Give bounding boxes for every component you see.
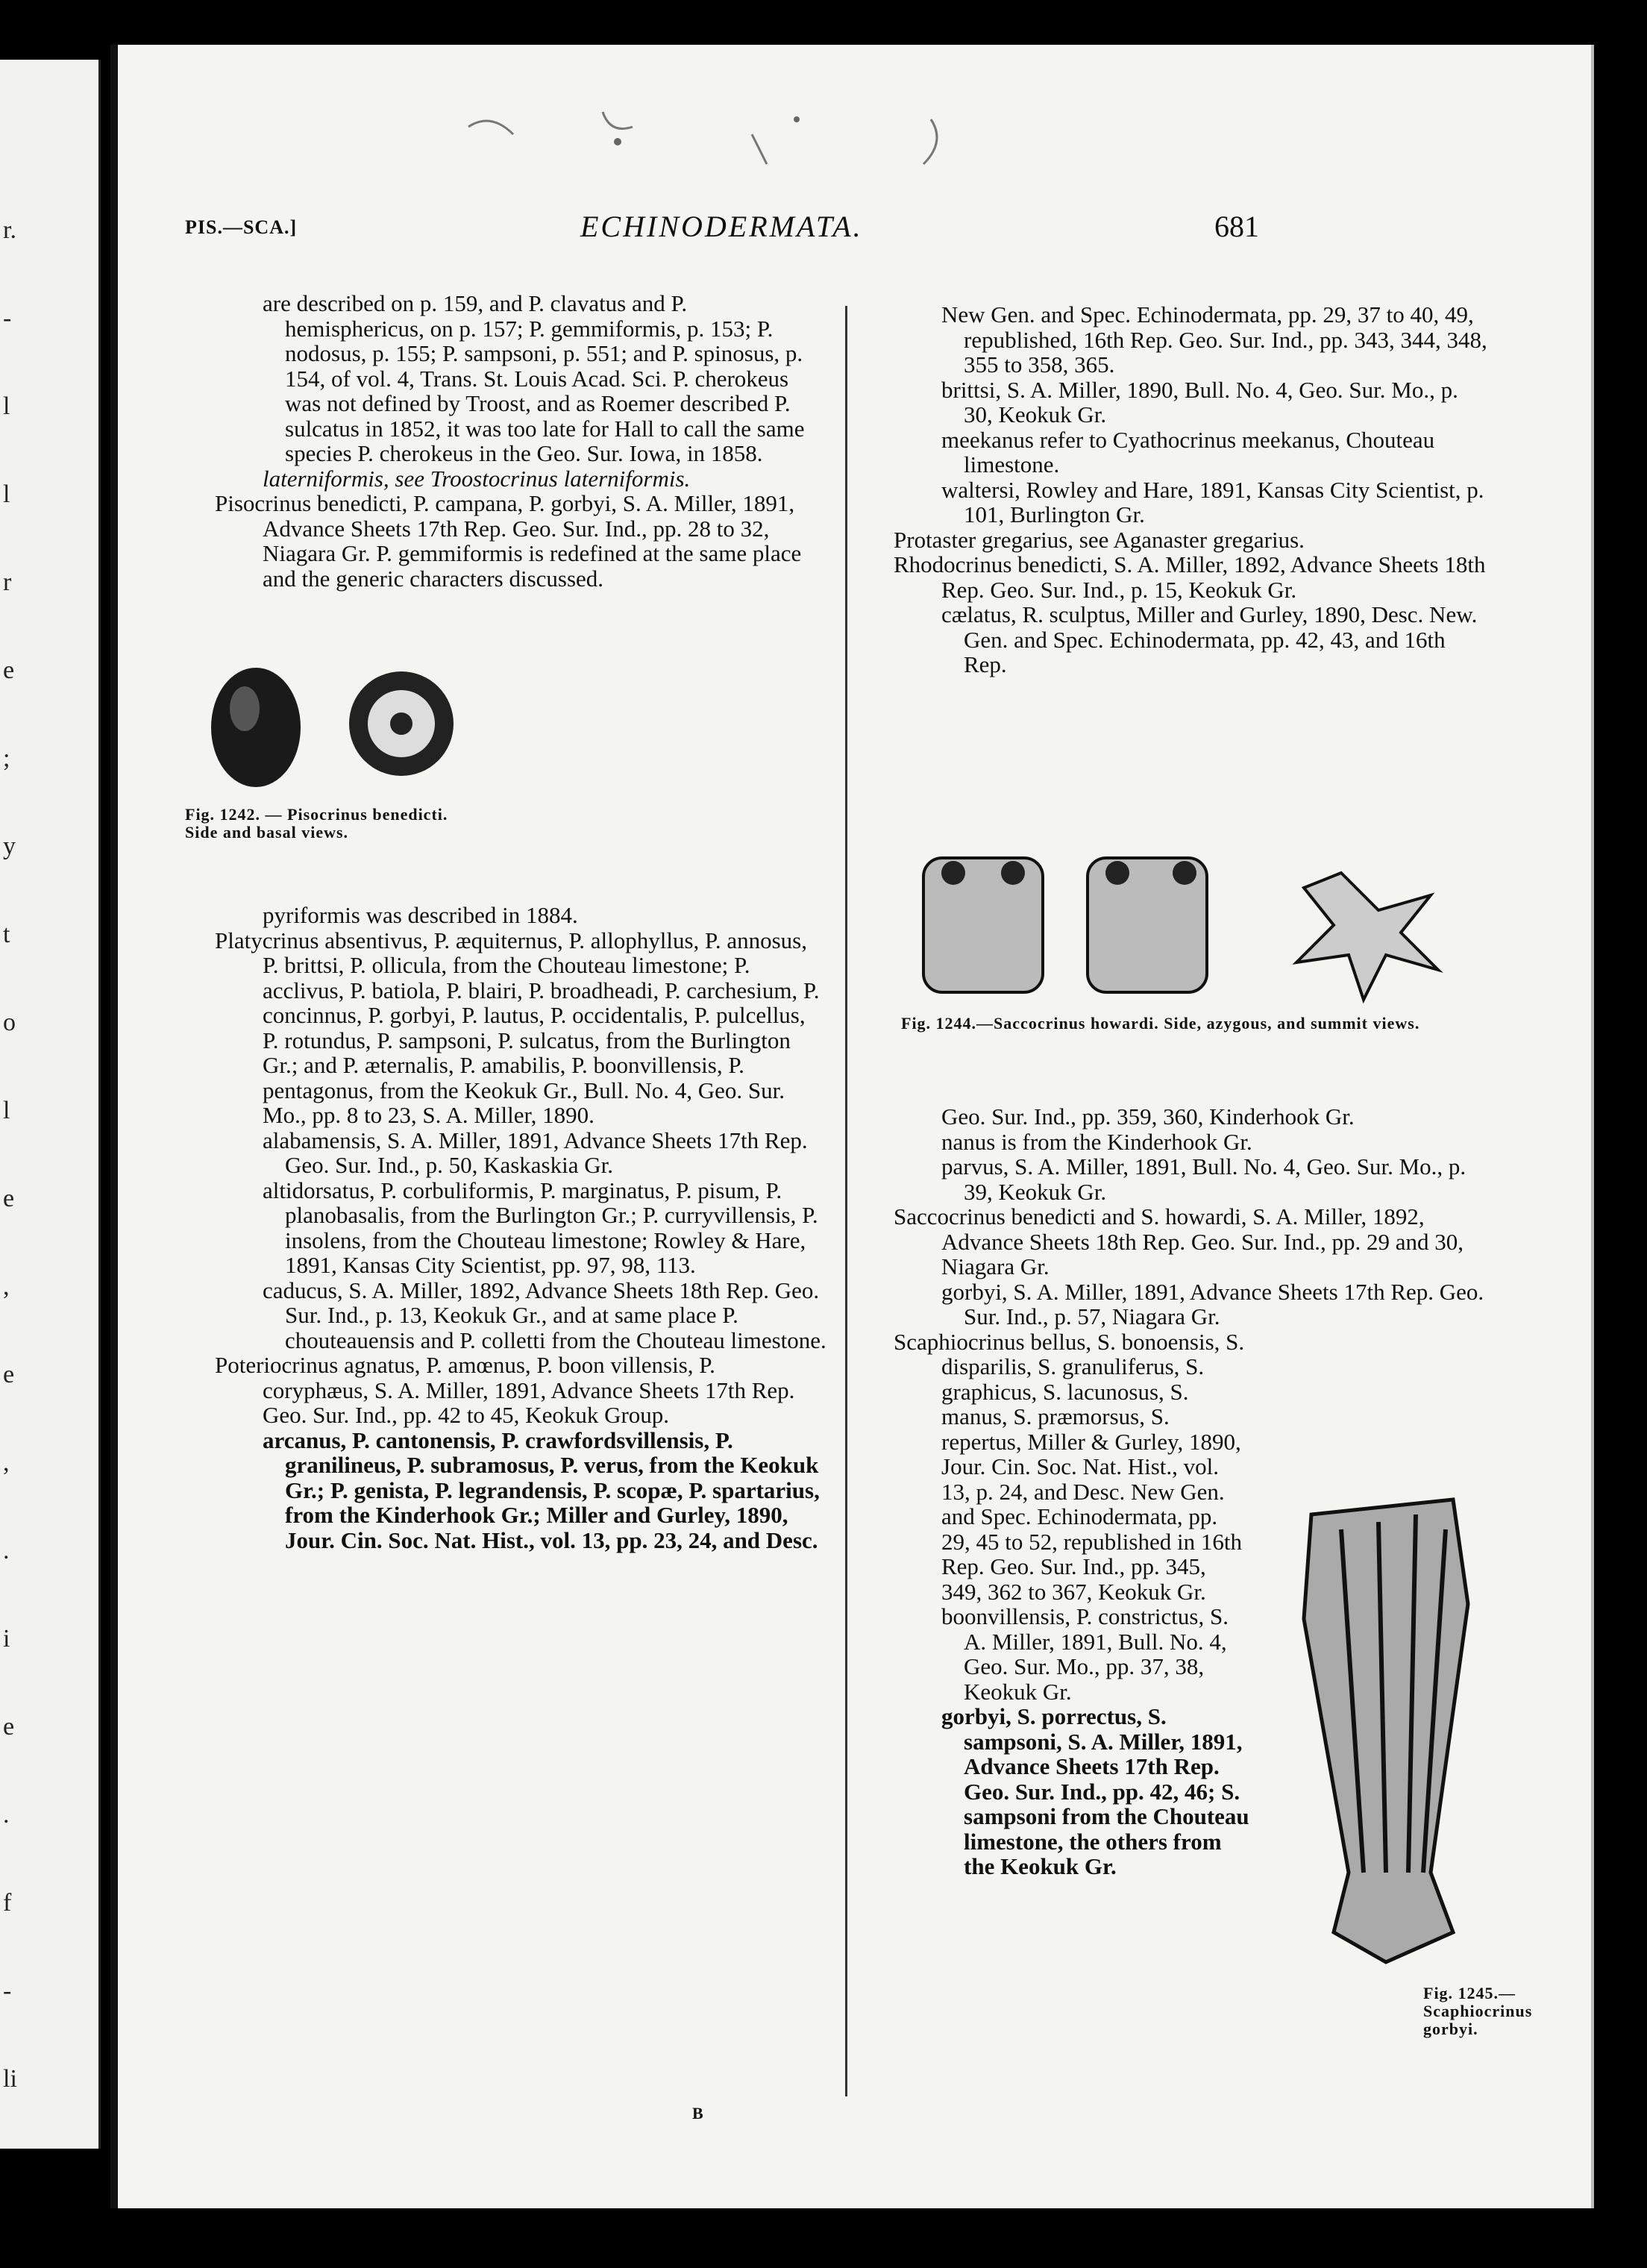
entry-text: arcanus, P. cantonensis, P. crawfordsvillensis, P. granilineus, P. subramosus, P. verus, from the Keokuk Gr.; P. genista, P. legrandensis, P. scopæ, P. spartarius, from the Kinderhook Gr.; Miller and Gurley, 1890, Jour. Cin. Soc. Nat. Hist., vol. 13, pp. 23, 24, and Desc.: [263, 1426, 820, 1553]
entry-text: boonvillensis, P. constrictus, S. A. Miller, 1891, Bull. No. 4, Geo. Sur. Mo., pp. 37, 38, Keokuk Gr.: [941, 1603, 1229, 1705]
entry-text: Scaphiocrinus bellus, S. bonoensis, S. disparilis, S. granuliferus, S. graphicus, S. lacunosus, S. manus, S. præmorsus, S. repertus, Miller & Gurley, 1890, Jour. Cin. Soc. Nat. Hist., vol. 13, p. 24, and Desc. New Gen. and Spec. Echinodermata, pp. 29, 45 to 52, republished in 16th Rep. Geo. Sur. Ind., pp. 345, 349, 362 to 367, Keokuk Gr.: [894, 1328, 1245, 1605]
entry-text: meekanus refer to Cyathocrinus meekanus, Chouteau limestone.: [941, 426, 1435, 477]
figure-caption-1242: Fig. 1242. — Pisocrinus benedicti. Side and basal views.: [185, 805, 448, 842]
entry-pisocrinus: [215, 491, 826, 591]
entry-text: nanus is from the Kinderhook Gr.: [941, 1128, 1252, 1155]
page-number: 681: [1214, 210, 1259, 243]
entry-text: parvus, S. A. Miller, 1891, Bull. No. 4, Geo. Sur. Mo., p. 39, Keokuk Gr.: [941, 1153, 1466, 1205]
entry-text: Platycrinus absentivus, P. æquiternus, P. allophyllus, P. annosus, P. brittsi, P. ollicula, from the Chouteau limestone; P. acclivus, P. batiola, P. blairi, P. broadheadi, P. carchesium, P. concinnus, P. gorbyi, P. lautus, P. occidentalis, P. pulcellus, P. rotundus, P. sampsoni, P. sulcatus, from the Burlington Gr.; and P. æternalis, P. amabilis, P. boonvillensis, P. pentagonus, from the Keokuk Gr., Bull. No. 4, Geo. Sur. Mo., pp. 8 to 23, S. A. Miller, 1890.: [215, 927, 820, 1128]
left-column: [215, 291, 826, 591]
book-page: [110, 45, 1594, 2208]
previous-page-fragment: -: [3, 1977, 12, 2005]
entry-text: waltersi, Rowley and Hare, 1891, Kansas City Scientist, p. 101, Burlington Gr.: [941, 476, 1484, 527]
entry-text: are described on p. 159, and P. clavatus and P. hemisphericus, on p. 157; P. gemmiformis, p. 153; P. nodosus, p. 155; P. sampsoni, p. 551; and P. spinosus, p. 154, of vol. 4, Trans. St. Louis Acad. Sci. P. cherokeus was not defined by Troost, and as Roemer described P. sulcatus in 1852, it was too late for Hall to call the same species P. cherokeus in the Geo. Sur. Iowa, in 1858.: [263, 290, 805, 466]
previous-page-fragment: r: [3, 568, 12, 596]
previous-page-fragment: ,: [3, 1273, 10, 1300]
entry-text: Pisocrinus benedicti, P. campana, P. gorbyi, S. A. Miller, 1891, Advance Sheets 17th Rep. Geo. Sur. Ind., pp. 28 to 32, Niagara Gr. P. gemmiformis is redefined at the same place and the generic characters discussed.: [215, 490, 802, 592]
entry-text: laterniformis, see Troostocrinus laterniformis.: [263, 465, 691, 492]
right-column: [894, 302, 1490, 677]
fossil-illustration-1242: [200, 657, 468, 798]
entry-text: gorbyi, S. porrectus, S. sampsoni, S. A. Miller, 1891, Advance Sheets 17th Rep. Geo. Sur. Ind., pp. 42, 46; S. sampsoni from the Chouteau limestone, the others from the Keokuk Gr.: [941, 1703, 1249, 1879]
previous-page-fragment: e: [3, 1185, 15, 1212]
previous-page-fragment: -: [3, 304, 12, 332]
entry-text: Rhodocrinus benedicti, S. A. Miller, 1892, Advance Sheets 18th Rep. Geo. Sur. Ind., p. 15, Keokuk Gr.: [894, 551, 1486, 603]
printer-signature: B: [692, 2104, 703, 2123]
figure-caption-1244: Fig. 1244.—Saccocrinus howardi. Side, azygous, and summit views.: [901, 1014, 1420, 1033]
previous-page-fragment: e: [3, 1713, 15, 1741]
previous-page-fragment: ,: [3, 1449, 10, 1476]
figure-caption-1245: Fig. 1245.—Scaphiocrinus gorbyi.: [1423, 1984, 1533, 2038]
previous-page-fragment: ;: [3, 745, 10, 772]
previous-page-fragment: .: [3, 1537, 10, 1564]
previous-page-fragment: e: [3, 1361, 15, 1388]
entry-text: cælatus, R. sculptus, Miller and Gurley, 1890, Desc. New. Gen. and Spec. Echinodermata, pp. 42, 43, and 16th Rep.: [941, 601, 1478, 677]
entry-text: caducus, S. A. Miller, 1892, Advance Sheets 18th Rep. Geo. Sur. Ind., p. 13, Keokuk Gr., and at same place P. chouteauensis and P. colletti from the Chouteau limestone.: [263, 1276, 826, 1353]
entry-text: pyriformis was described in 1884.: [263, 902, 578, 928]
entry-text: altidorsatus, P. corbuliformis, P. marginatus, P. pisum, P. planobasalis, from the Burlington Gr.; P. curryvillensis, P. insolens, from the Chouteau limestone; Rowley & Hare, 1891, Kansas City Scientist, pp. 97, 98, 113.: [263, 1177, 818, 1278]
previous-page-fragment: t: [3, 921, 10, 948]
previous-page-fragment: l: [3, 392, 10, 420]
left-column-continued: [215, 903, 826, 1553]
fossil-illustration-1244: [916, 843, 1490, 1007]
previous-page-fragment: e: [3, 657, 15, 684]
running-head: PIS.—SCA.]: [185, 216, 298, 238]
entry-text: brittsi, S. A. Miller, 1890, Bull. No. 4, Geo. Sur. Mo., p. 30, Keokuk Gr.: [941, 376, 1458, 427]
previous-page-fragment: y: [3, 833, 16, 860]
entry-text: alabamensis, S. A. Miller, 1891, Advance Sheets 17th Rep. Geo. Sur. Ind., p. 50, Kaskaskia Gr.: [263, 1127, 808, 1178]
entry-text: Protaster gregarius, see Aganaster gregarius.: [894, 526, 1305, 553]
previous-page-fragment: li: [3, 2065, 17, 2093]
previous-page-fragment: i: [3, 1625, 10, 1653]
entry-text: gorbyi, S. A. Miller, 1891, Advance Sheets 17th Rep. Geo. Sur. Ind., p. 57, Niagara Gr.: [941, 1278, 1484, 1329]
scan-marks: [379, 97, 1050, 216]
page-title: ECHINODERMATA.: [580, 210, 863, 243]
previous-page-fragment: l: [3, 1097, 10, 1124]
previous-page-fragment: r.: [3, 216, 16, 244]
entry-text: Geo. Sur. Ind., pp. 359, 360, Kinderhook Gr.: [941, 1103, 1355, 1130]
column-rule: [845, 306, 847, 2096]
previous-page-fragment: f: [3, 1889, 12, 1917]
previous-page-fragment: o: [3, 1009, 16, 1036]
previous-page-edge: [0, 60, 101, 2149]
entry-text: New Gen. and Spec. Echinodermata, pp. 29, 37 to 40, 49, republished, 16th Rep. Geo. Sur. Ind., pp. 343, 344, 348, 355 to 358, 365.: [941, 301, 1487, 378]
previous-page-fragment: l: [3, 480, 10, 508]
entry-text: Saccocrinus benedicti and S. howardi, S. A. Miller, 1892, Advance Sheets 18th Rep. Geo. Sur. Ind., pp. 29 and 30, Niagara Gr.: [894, 1203, 1464, 1279]
fossil-illustration-1245: [1281, 1485, 1490, 1977]
entry-text: Poteriocrinus agnatus, P. amœnus, P. boon villensis, P. coryphæus, S. A. Miller, 1891, Advance Sheets 17th Rep. Geo. Sur. Ind., pp. 42 to 45, Keokuk Group.: [215, 1352, 795, 1428]
previous-page-fragment: .: [3, 1801, 10, 1829]
